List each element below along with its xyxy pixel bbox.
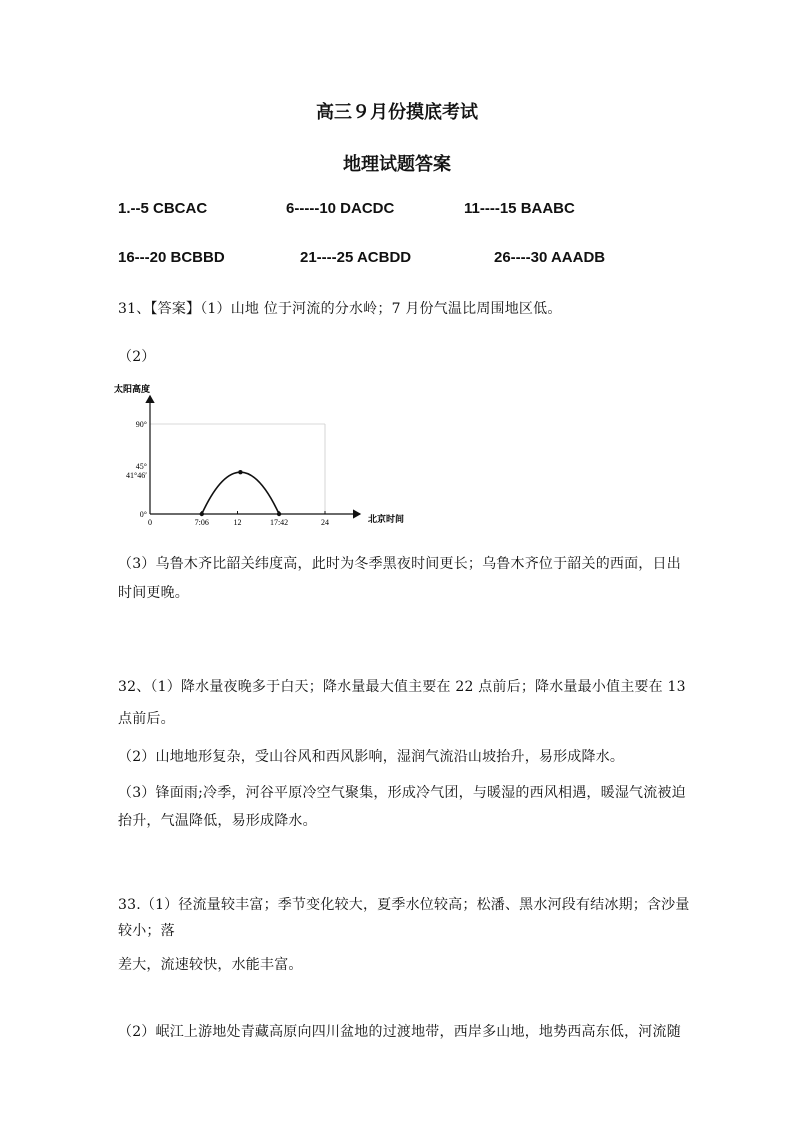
q32-line4: （3）锋面雨;冷季，河谷平原冷空气聚集，形成冷气团，与暖湿的西风相遇，暖湿气流被迫 — [118, 785, 686, 801]
page-subtitle: 地理试题答案 — [343, 154, 451, 175]
y-tick-label: 41°46′ — [126, 471, 147, 481]
q31-part3-line1: （3）乌鲁木齐比韶关纬度高，此时为冬季黑夜时间更长；乌鲁木齐位于韶关的西面，日出 — [118, 556, 681, 572]
x-tick-label: 0 — [148, 518, 152, 527]
q32-line2: 点前后。 — [118, 711, 175, 727]
page-title: 高三９月份摸底考试 — [316, 102, 478, 123]
x-tick-label: 24 — [321, 518, 329, 527]
q32-line1: 32、（1）降水量夜晚多于白天；降水量最大值主要在 22 点前后；降水量最小值主要在 13 — [118, 679, 686, 695]
q33-line3: 差大，流速较快，水能丰富。 — [118, 957, 303, 973]
x-tick-label: 17:42 — [269, 518, 289, 527]
answer-key-16-20: 16---20 BCBBD — [118, 249, 225, 266]
q31-part2-label: （2） — [118, 349, 156, 365]
q31-part1: 31、【答案】（1）山地 位于河流的分水岭；7 月份气温比周围地区低。 — [118, 301, 562, 317]
q32-line3: （2）山地地形复杂，受山谷风和西风影响，湿润气流沿山坡抬升，易形成降水。 — [118, 749, 625, 765]
q32-line5: 抬升，气温降低，易形成降水。 — [118, 813, 317, 829]
q31-part3-line2: 时间更晚。 — [118, 585, 189, 601]
chart-grid — [150, 424, 325, 514]
series-line — [202, 472, 279, 514]
answer-key-11-15: 11----15 BAABC — [464, 200, 575, 217]
q33-line1: 33.（1）径流量较丰富；季节变化较大，夏季水位较高；松潘、黑水河段有结冰期；含沙量 — [118, 897, 690, 913]
q33-line4: （2）岷江上游地处青藏高原向四川盆地的过渡地带，西岸多山地，地势西高东低，河流随 — [118, 1024, 681, 1040]
y-tick-label: 45° — [135, 462, 147, 471]
y-tick-label: 90° — [135, 420, 147, 429]
data-point — [277, 512, 281, 516]
q33-line2: 较小；落 — [118, 923, 175, 939]
data-point — [238, 470, 242, 474]
answer-key-6-10: 6-----10 DACDC — [286, 200, 395, 217]
y-axis-label: 太阳高度 — [114, 384, 151, 394]
x-tick-label: 7:06 — [194, 518, 209, 527]
data-point — [200, 512, 204, 516]
x-tick-label: 12 — [233, 518, 242, 527]
answer-key-26-30: 26----30 AAADB — [494, 249, 606, 266]
x-axis-label: 北京时间 — [368, 514, 405, 524]
answer-key-1-5: 1.--5 CBCAC — [118, 200, 208, 217]
sun-altitude-chart — [110, 378, 420, 530]
y-tick-label: 0° — [139, 510, 147, 519]
answer-key-21-25: 21----25 ACBDD — [300, 249, 412, 266]
